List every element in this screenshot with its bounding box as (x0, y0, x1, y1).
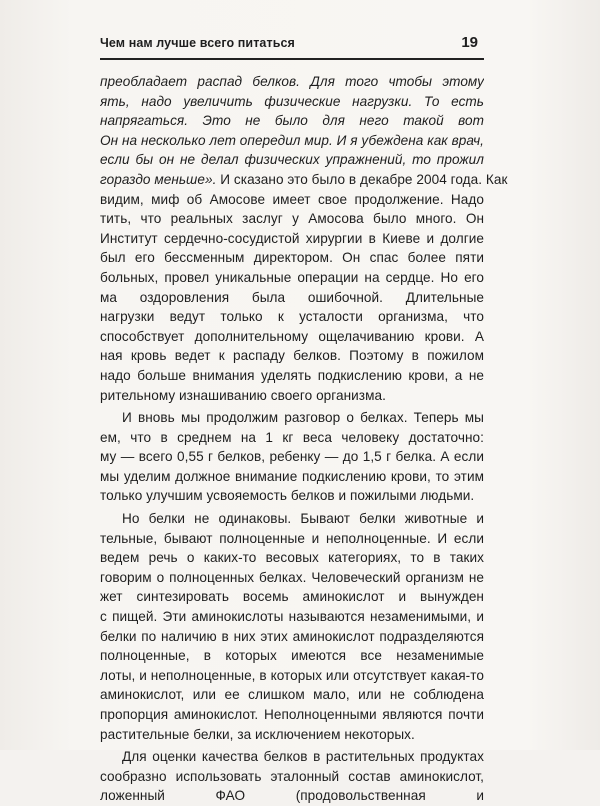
text-line: преобладает распад белков. Для того чтобы этому (100, 74, 484, 89)
text-line: только улучшим усвояемость белков и пожилыми людьми. (100, 488, 475, 504)
text-line: ложенный ФАО (продовольственная и (100, 788, 484, 804)
text-line: белки по наличию в них этих аминокислот подразделяются (100, 628, 484, 644)
text-line: больных, провел уникальные операции на сердце. Но его (100, 269, 484, 285)
quote-end: гораздо меньше». (100, 171, 217, 187)
text-line: тельные, бывают полноценные и неполноценные. И если (100, 530, 484, 546)
text-line: ная кровь ведет к распаду белков. Поэтому в пожилом (100, 348, 484, 364)
text-line: рительному изнашиванию своего организма. (100, 387, 386, 403)
running-header (100, 36, 484, 60)
body-text (100, 72, 508, 806)
text-line-mixed (100, 170, 508, 190)
text-line: сообразно использовать эталонный состав аминокислот, (100, 768, 484, 784)
text-line: аминокислот, или ее слишком мало, или не соблюдена (100, 687, 484, 703)
text-line: с пищей. Эти аминокислоты называются незаменимыми, и (100, 609, 484, 625)
text-line: Для оценки качества белков в растительных продуктах (122, 749, 484, 765)
text-line: тить, что реальных заслуг у Амосова было много. Он (100, 211, 484, 227)
page-number: 19 (461, 34, 478, 51)
text-line: Но белки не одинаковы. Бывают белки животные и (122, 511, 484, 527)
text-line: ведем речь о каких-то весовых категориях, то в таких (100, 550, 484, 566)
text-line: видим, миф об Амосове имеет свое продолжение. Надо (100, 191, 484, 207)
text-line: мы уделим должное внимание подкислению крови, то этим (100, 468, 484, 484)
running-title: Чем нам лучше всего питаться (100, 36, 295, 50)
text-line: му — всего 0,55 г белков, ребенку — до 1,5 г белка. А если (100, 449, 484, 465)
text-line: ма оздоровления была ошибочной. Длительные (100, 289, 484, 305)
text-line: полноценные, в которых имеются все незаменимые (100, 648, 484, 664)
text-line: нагрузки ведут только к усталости организма, что (100, 309, 484, 325)
text-line: если бы он не делал физических упражнений, то прожил (100, 152, 484, 168)
text-line: Он на несколько лет опередил мир. И я убеждена как врач, (100, 132, 484, 148)
text-line: И вновь мы продолжим разговор о белках. Теперь мы (122, 410, 484, 426)
text-line: говорим о полноценных белках. Человеческий организм не (100, 569, 484, 585)
text-line: жет синтезировать восемь аминокислот и вынужден (100, 589, 484, 605)
text-line: лоты, и неполноценные, в которых или отсутствует какая-то (100, 667, 484, 683)
text-line: ять, надо увеличить физические нагрузки. То есть (100, 93, 484, 109)
text-line: надо больше внимания уделять подкислению крови, а не (100, 367, 484, 383)
text-line: ем, что в среднем на 1 кг веса человеку достаточно: (100, 429, 484, 445)
text-line: пропорция аминокислот. Неполноценными являются почти (100, 707, 484, 722)
text-line: Институт сердечно-сосудистой хирургии в Киеве и долгие (100, 230, 484, 246)
text-line: растительные белки, за исключением некоторых. (100, 726, 415, 742)
text-line: был его бессменным директором. Он спас более пяти (100, 250, 484, 266)
sentence-start: И сказано это было в декабре 2004 года. Как (220, 171, 508, 187)
text-line: напрягаться. Это не было для него такой вот (100, 113, 484, 129)
text-line: способствует дополнительному ощелачиванию крови. А (100, 328, 484, 344)
